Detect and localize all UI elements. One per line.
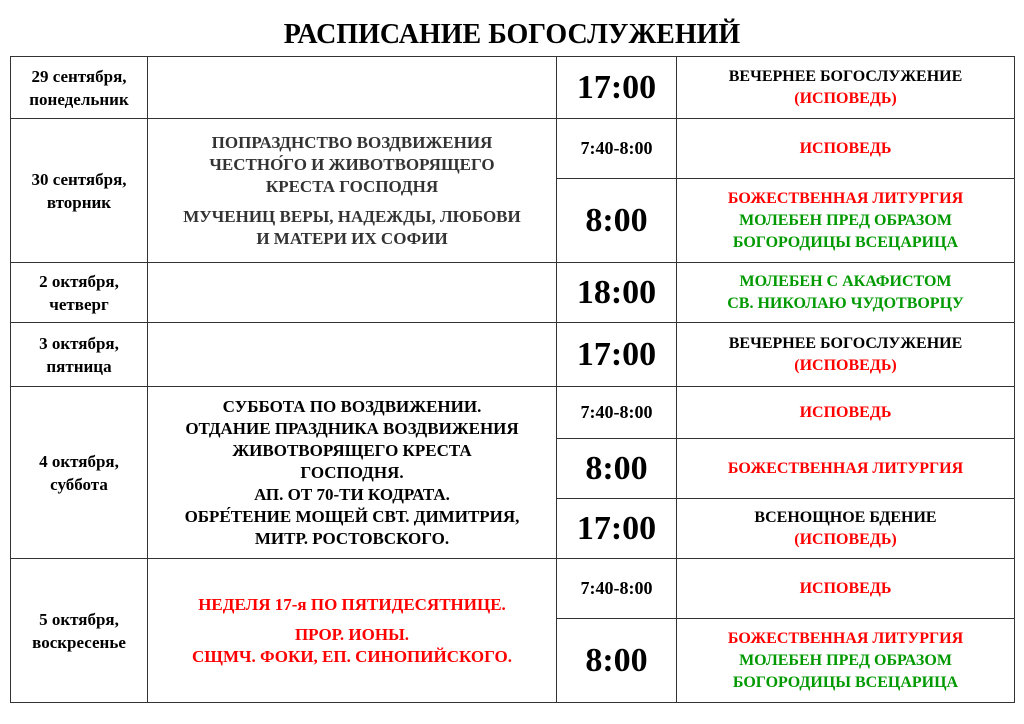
feast-line: ОТДАНИЕ ПРАЗДНИКА ВОЗДВИЖЕНИЯ — [185, 418, 519, 438]
schedule-row — [11, 263, 1015, 323]
service-line: ИСПОВЕДЬ — [799, 403, 892, 421]
feast-line: ЖИВОТВОРЯЩЕГО КРЕСТА — [232, 440, 472, 460]
day-cell — [11, 119, 148, 263]
feast-line: СЩМЧ. ФОКИ, ЕП. СИНОПИЙСКОГО. — [192, 646, 512, 666]
page-title: РАСПИСАНИЕ БОГОСЛУЖЕНИЙ — [283, 19, 741, 50]
weekday-text: суббота — [50, 474, 108, 494]
feast-cell — [148, 57, 557, 119]
day-cell — [11, 57, 148, 119]
service-line: МОЛЕБЕН С АКАФИСТОМ — [739, 272, 952, 290]
service-line: БОЖЕСТВЕННАЯ ЛИТУРГИЯ — [727, 459, 964, 477]
date-text: 4 октября, — [39, 451, 119, 471]
feast-line: ГОСПОДНЯ. — [300, 462, 404, 482]
date-text: 5 октября, — [39, 609, 119, 629]
service-cell — [677, 119, 1015, 179]
weekday-text: четверг — [49, 294, 109, 314]
feast-line: НЕДЕЛЯ 17-я ПО ПЯТИДЕСЯТНИЦЕ. — [198, 594, 506, 614]
feast-cell — [148, 119, 557, 263]
service-cell — [677, 619, 1015, 703]
date-text: 2 октября, — [39, 271, 119, 291]
feast-cell — [148, 263, 557, 323]
service-time: 17:00 — [557, 323, 677, 387]
service-cell — [677, 439, 1015, 499]
date-text: 30 сентября, — [31, 169, 127, 189]
feast-line: АП. ОТ 70-ТИ КОДРАТА. — [254, 484, 450, 504]
service-time: 8:00 — [557, 619, 677, 703]
service-cell — [677, 57, 1015, 119]
weekday-text: воскресенье — [32, 632, 126, 652]
service-line: МОЛЕБЕН ПРЕД ОБРАЗОМ — [739, 651, 952, 669]
service-cell — [677, 387, 1015, 439]
service-line: БОЖЕСТВЕННАЯ ЛИТУРГИЯ — [727, 189, 964, 207]
service-line: (ИСПОВЕДЬ) — [794, 89, 897, 107]
service-time: 18:00 — [557, 263, 677, 323]
service-time: 7:40-8:00 — [557, 387, 677, 439]
service-line: БОГОРОДИЦЫ ВСЕЦАРИЦА — [732, 673, 959, 691]
service-time: 8:00 — [557, 179, 677, 263]
date-text: 29 сентября, — [31, 66, 127, 86]
feast-line: ПРОР. ИОНЫ. — [294, 624, 410, 644]
feast-line: ЧЕСТНО́ГО И ЖИВОТВОРЯЩЕГО — [209, 154, 495, 174]
service-line: БОГОРОДИЦЫ ВСЕЦАРИЦА — [732, 233, 959, 251]
service-line: МОЛЕБЕН ПРЕД ОБРАЗОМ — [739, 211, 952, 229]
schedule-row — [11, 57, 1015, 119]
feast-line: СУББОТА ПО ВОЗДВИЖЕНИИ. — [222, 396, 482, 416]
service-cell — [677, 263, 1015, 323]
feast-cell — [148, 559, 557, 703]
service-line: ВЕЧЕРНЕЕ БОГОСЛУЖЕНИЕ — [728, 67, 963, 85]
service-cell — [677, 323, 1015, 387]
service-cell — [677, 559, 1015, 619]
feast-line: МУЧЕНИЦ ВЕРЫ, НАДЕЖДЫ, ЛЮБОВИ — [183, 206, 521, 226]
service-line: ИСПОВЕДЬ — [799, 579, 892, 597]
schedule-row — [11, 119, 1015, 179]
service-line: БОЖЕСТВЕННАЯ ЛИТУРГИЯ — [727, 629, 964, 647]
date-text: 3 октября, — [39, 333, 119, 353]
service-line: (ИСПОВЕДЬ) — [794, 356, 897, 374]
day-cell — [11, 263, 148, 323]
service-time: 7:40-8:00 — [557, 119, 677, 179]
weekday-text: понедельник — [29, 89, 129, 109]
feast-line: КРЕСТА ГОСПОДНЯ — [265, 176, 439, 196]
service-time: 8:00 — [557, 439, 677, 499]
service-cell — [677, 179, 1015, 263]
service-time: 7:40-8:00 — [557, 559, 677, 619]
schedule-row — [11, 559, 1015, 619]
service-line: ВСЕНОЩНОЕ БДЕНИЕ — [754, 508, 937, 526]
feast-line: МИТР. РОСТОВСКОГО. — [254, 528, 450, 548]
schedule-row — [11, 323, 1015, 387]
feast-line: ПОПРАЗДНСТВО ВОЗДВИЖЕНИЯ — [211, 132, 493, 152]
day-cell — [11, 559, 148, 703]
service-line: ИСПОВЕДЬ — [799, 139, 892, 157]
day-cell — [11, 323, 148, 387]
service-line: (ИСПОВЕДЬ) — [794, 530, 897, 548]
schedule-row — [11, 387, 1015, 439]
feast-cell — [148, 323, 557, 387]
service-line: ВЕЧЕРНЕЕ БОГОСЛУЖЕНИЕ — [728, 334, 963, 352]
weekday-text: пятница — [46, 356, 112, 376]
feast-line: И МАТЕРИ ИХ СОФИИ — [256, 228, 448, 248]
service-time: 17:00 — [557, 57, 677, 119]
schedule-table — [10, 56, 1015, 703]
day-cell — [11, 387, 148, 559]
service-line: СВ. НИКОЛАЮ ЧУДОТВОРЦУ — [727, 294, 964, 312]
weekday-text: вторник — [46, 192, 112, 212]
feast-cell — [148, 387, 557, 559]
service-cell — [677, 499, 1015, 559]
feast-line: ОБРЕ́ТЕНИЕ МОЩЕЙ СВТ. ДИМИТРИЯ, — [184, 506, 520, 526]
service-time: 17:00 — [557, 499, 677, 559]
